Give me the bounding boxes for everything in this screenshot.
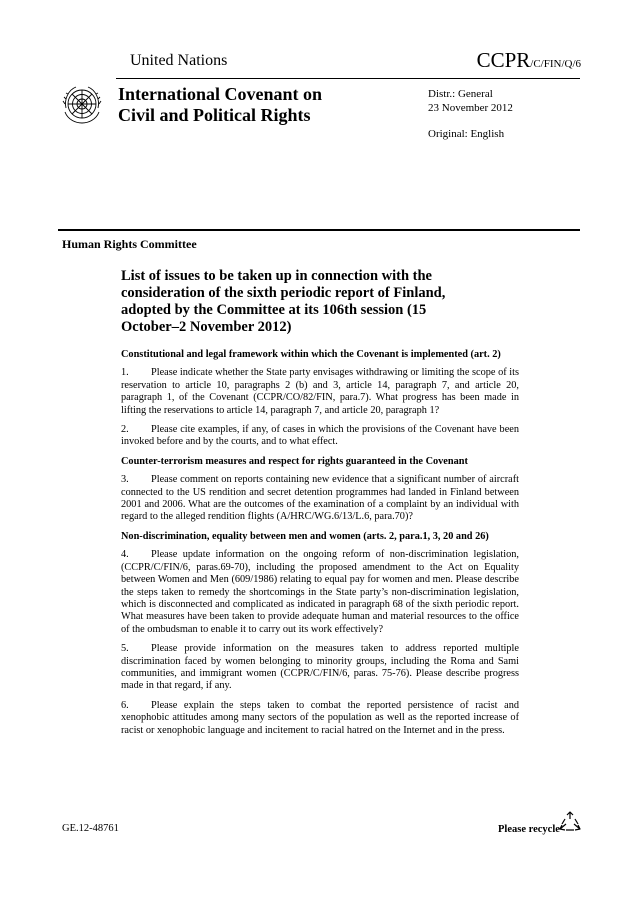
issue-date: 23 November 2012: [428, 102, 513, 114]
section-heading: Counter-terrorism measures and respect for rights guaranteed in the Covenant: [121, 455, 468, 467]
distribution: Distr.: General: [428, 88, 493, 100]
document-symbol: [477, 48, 581, 73]
paragraph: 2. Please cite examples, if any, of cases in which the provisions of the Covenant have been invoked before and by the courts, and to what effect.: [121, 424, 519, 448]
document-title: List of issues to be taken up in connection with the consideration of the sixth periodic report of Finland, adopted by the Committee at its 106th session (15 October–2 November 2012): [121, 268, 446, 335]
distribution-info: [428, 87, 513, 141]
section-heading: Constitutional and legal framework within which the Covenant is implemented (art. 2): [121, 349, 501, 360]
covenant-title-line-1: International Covenant on: [118, 84, 323, 104]
recycle-icon: [558, 810, 582, 834]
covenant-title-line-2: Civil and Political Rights: [118, 105, 311, 125]
symbol-main: CCPR: [476, 48, 531, 72]
paragraph: 4. Please update information on the ongoing reform of non-discrimination legislation, (CCPR/C/FIN/6, paras.69-70), including the proposed amendment to the Act on Equality between Women and Men (609/1986) relating to equal pay for women and men. Please describe the steps taken to remedy the shortcomings in the State party’s non-discrimination legislation, which is disconnected and complicated as indicated in paragraph 68 of the sixth periodic report. What measures have been taken to provide adequate human and material resources to the office of the ombudsman to enable it to carry out its work effectively?: [121, 549, 519, 635]
header-rule: [116, 78, 580, 79]
document-code: GE.12-48761: [62, 823, 119, 834]
un-emblem-icon: [60, 82, 104, 126]
symbol-rest: /C/FIN/Q/6: [530, 58, 581, 70]
paragraph: 1. Please indicate whether the State party envisages withdrawing or limiting the scope of its reservation to article 10, paragraphs 2 (b) and 3, article 14, paragraph 7, and article 20, paragraph 1, of the Covenant (CCPR/CO/82/FIN, para.7). What progress has been made in lifting the reservations to article 14, paragraph 7, and article 20, paragraph 1?: [121, 367, 519, 416]
paragraph: 3. Please comment on reports containing new evidence that a significant number of aircraft connected to the US rendition and secret detention programmes had landed in Finland between 2001 and 2006. What are the outcomes of the examination of a complaint by an individual with regard to the alleged rendition flights (A/HRC/WG.6/13/L.6, para.70)?: [121, 474, 519, 523]
org-name: United Nations: [130, 52, 228, 69]
header-divider: [58, 229, 580, 231]
recycle-text: Please recycle: [498, 824, 560, 835]
paragraph: 5. Please provide information on the measures taken to address reported multiple discrimination faced by women belonging to minority groups, including the Roma and Sami communities, and immigrant women (CCPR/C/FIN/6, paras. 75-76). Please describe progress made in that regard, if any.: [121, 643, 519, 692]
section-heading: Non-discrimination, equality between men and women (arts. 2, para.1, 3, 20 and 26): [121, 530, 489, 542]
document-body: [121, 349, 519, 744]
committee-name: Human Rights Committee: [62, 237, 197, 251]
paragraph: 6. Please explain the steps taken to combat the reported persistence of racist and xenophobic attitudes among many sectors of the population as well as the reported increase of racist or xenophobic language and incitement to racial hatred on the Internet and in the press.: [121, 699, 519, 736]
original-language: Original: English: [428, 128, 505, 140]
covenant-title: [118, 84, 378, 126]
